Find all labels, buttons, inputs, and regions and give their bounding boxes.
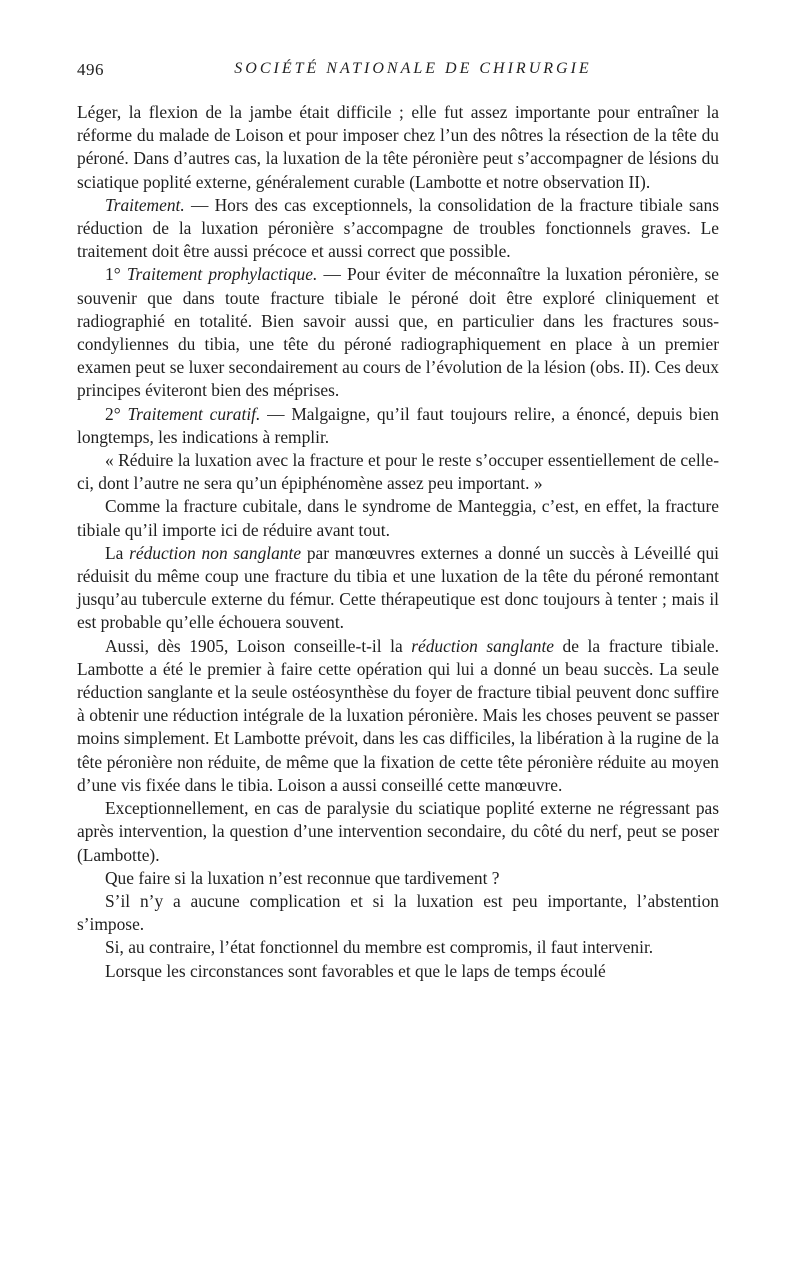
page-header: [77, 60, 719, 84]
paragraph-prophylactique: 1° Traitement prophylactique. — Pour éviter de méconnaître la luxation péronière, se souvenir que dans toute fracture tibiale le péroné doit être exploré cliniquement et radiographié en totalité. Bien savoir aussi que, en particulier dans les fractures sous-condyliennes du tibia, une tête du péroné radiographiquement en place à un premier examen peut se luxer secondairement au cours de l’évolution de la lésion (obs. II). Ces deux principes éviteront bien des méprises.: [77, 264, 719, 401]
emphasis-term: réduction non sanglante: [129, 542, 302, 563]
paragraph-circonstances: Lorsque les circonstances sont favorables et que le laps de temps écoulé: [105, 960, 606, 981]
running-title: SOCIÉTÉ NATIONALE DE CHIRURGIE: [234, 60, 592, 77]
subsection-heading: Traitement prophylactique.: [126, 264, 318, 285]
page-number: 496: [77, 60, 104, 79]
paragraph-reduction-sanglante: Aussi, dès 1905, Loison conseille-t-il la réduction sanglante de la fracture tibiale. Lambotte a été le premier à faire cette opération qui lui a donné un beau succès. La seule réduction sanglante et la seule ostéosynthèse du foyer de fracture tibial peuvent donc suffire à obtenir une réduction intégrale de la luxation péronière. Mais les choses peuvent se passer moins simplement. Et Lambotte prévoit, dans les cas difficiles, la libération à la rugine de la tête péronière non réduite, de même que la fixation de cette tête péronière réduite au moyen d’une vis fixée dans le tibia. Loison a aussi conseillé cette manœuvre.: [77, 635, 719, 795]
paragraph-quote-malgaigne: « Réduire la luxation avec la fracture et pour le reste s’occuper essentiellement de celle-ci, dont l’autre ne sera qu’un épiphénomène assez peu important. »: [77, 450, 719, 494]
subsection-heading: Traitement curatif.: [127, 403, 261, 424]
paragraph-reduction-non-sanglante: La réduction non sanglante par manœuvres externes a donné un succès à Léveillé qui réduisit du même coup une fracture du tibia et une luxation de la tête du péroné remontant jusqu’au tubercule externe du fémur. Cette thérapeutique est donc toujours à tenter ; mais il est probable qu’elle échouera souvent.: [77, 542, 719, 633]
paragraph-abstention: S’il n’y a aucune complication et si la luxation est peu importante, l’abstention s’impose.: [77, 890, 719, 935]
section-heading: Traitement.: [105, 194, 185, 215]
paragraph-exceptionnellement: Exceptionnellement, en cas de paralysie du sciatique poplité externe ne régressant pas après intervention, la question d’une intervention secondaire, du côté du nerf, peut se poser (Lambotte).: [77, 798, 719, 865]
paragraph-curatif: 2° Traitement curatif. — Malgaigne, qu’il faut toujours relire, a énoncé, depuis bien longtemps, les indications à remplir.: [77, 403, 720, 447]
paragraph-intervenir: Si, au contraire, l’état fonctionnel du membre est compromis, il faut intervenir.: [105, 937, 654, 958]
paragraph-traitement: Traitement. — Hors des cas exceptionnels, la consolidation de la fracture tibiale sans réduction de la luxation péronière s’accompagne de troubles fonctionnels graves. Le traitement doit être aussi précoce et aussi correct que possible.: [77, 194, 719, 262]
paragraph-manteggia: Comme la fracture cubitale, dans le syndrome de Manteggia, c’est, en effet, la fracture tibiale qu’il importe ici de réduire avant tout.: [77, 496, 719, 540]
body-text: [77, 101, 719, 983]
paragraph-1: Léger, la flexion de la jambe était difficile ; elle fut assez importante pour entraîner la réforme du malade de Loison et pour imposer chez l’un des nôtres la résection de la tête du péroné. Dans d’autres cas, la luxation de la tête péronière peut s’accompagner de lésions du sciatique poplité externe, généralement curable (Lambotte et notre observation II).: [77, 102, 719, 192]
emphasis-term: réduction sanglante: [411, 635, 555, 656]
paragraph-question: Que faire si la luxation n’est reconnue que tardivement ?: [105, 867, 500, 888]
